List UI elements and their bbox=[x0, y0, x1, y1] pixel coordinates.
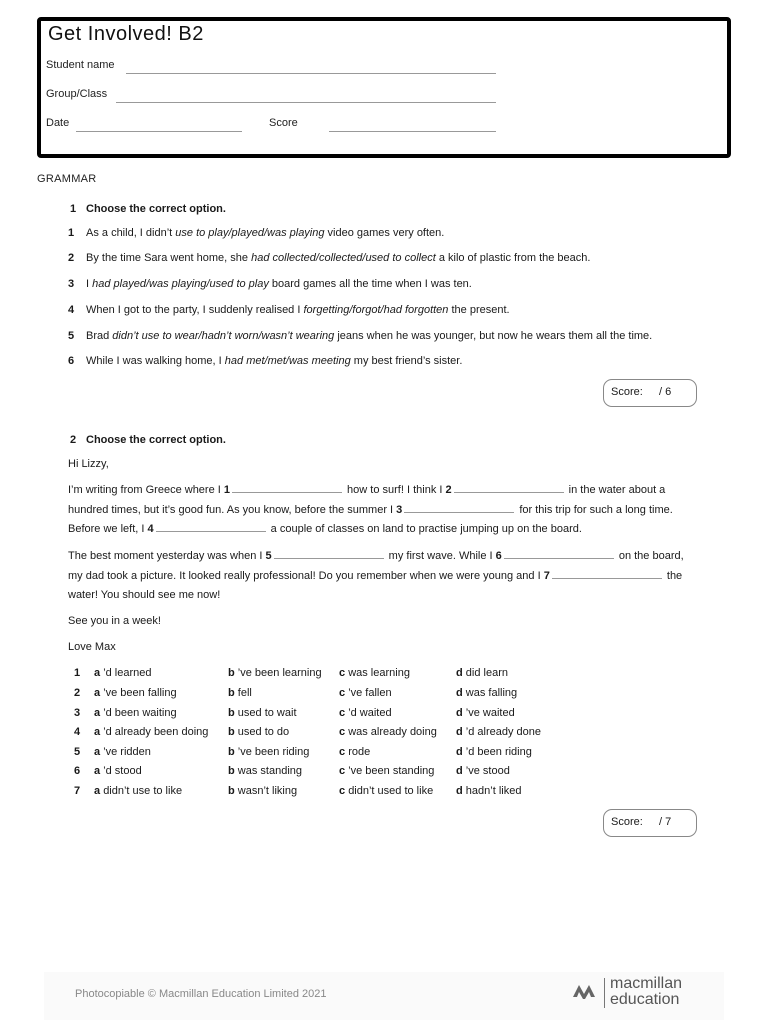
option-text: ’ve waited bbox=[465, 707, 515, 719]
option-c[interactable] bbox=[339, 765, 434, 777]
option-text: was learning bbox=[348, 667, 410, 679]
option-text: did learn bbox=[465, 667, 508, 679]
option-a[interactable] bbox=[94, 687, 177, 699]
letter-closing-2: Love Max bbox=[68, 641, 116, 653]
question-text: board games all the time when I was ten. bbox=[268, 278, 472, 290]
score-label: Score bbox=[269, 117, 298, 129]
option-d[interactable] bbox=[456, 765, 510, 777]
option-text: ’ve ridden bbox=[103, 746, 151, 758]
option-d[interactable] bbox=[456, 785, 521, 797]
option-a[interactable] bbox=[94, 785, 182, 797]
option-row-number: 1 bbox=[74, 667, 81, 679]
option-letter: b bbox=[228, 726, 235, 738]
question-text: By the time Sara went home, she bbox=[86, 252, 252, 264]
header-box bbox=[37, 17, 731, 158]
answer-options[interactable]: didn’t use to wear/hadn’t worn/wasn’t wearing bbox=[112, 330, 335, 342]
question-text: jeans when he was younger, but now he wears them all the time. bbox=[334, 330, 653, 342]
question-row bbox=[68, 330, 652, 342]
option-text: ’d learned bbox=[103, 667, 152, 679]
option-row-number: 4 bbox=[74, 726, 81, 738]
option-letter: b bbox=[228, 667, 235, 679]
answer-options[interactable]: had played/was playing/used to play bbox=[92, 278, 269, 290]
question-number: 5 bbox=[68, 330, 75, 342]
question-number: 3 bbox=[68, 278, 75, 290]
date-field[interactable] bbox=[76, 131, 242, 132]
option-letter: d bbox=[456, 765, 463, 777]
option-a[interactable] bbox=[94, 667, 152, 679]
exercise-2-score-box bbox=[603, 809, 697, 837]
section-label: GRAMMAR bbox=[37, 173, 97, 185]
gap-7-blank[interactable] bbox=[552, 567, 662, 579]
question-row bbox=[68, 227, 444, 239]
gap-number: 4 bbox=[147, 523, 154, 535]
answer-options[interactable]: had collected/collected/used to collect bbox=[251, 252, 436, 264]
option-letter: a bbox=[94, 785, 101, 797]
option-a[interactable] bbox=[94, 746, 151, 758]
option-c[interactable] bbox=[339, 726, 437, 738]
option-letter: c bbox=[339, 746, 346, 758]
question-text: the present. bbox=[448, 304, 510, 316]
option-letter: b bbox=[228, 765, 235, 777]
option-text: ’d been waiting bbox=[103, 707, 177, 719]
exercise-1-score-box bbox=[603, 379, 697, 407]
option-text: ’d waited bbox=[348, 707, 392, 719]
option-text: ’ve stood bbox=[465, 765, 510, 777]
gap-2-blank[interactable] bbox=[454, 481, 564, 493]
group-class-label: Group/Class bbox=[46, 88, 108, 100]
option-text: rode bbox=[348, 746, 371, 758]
gap-number: 2 bbox=[445, 484, 452, 496]
option-b[interactable] bbox=[228, 707, 297, 719]
option-a[interactable] bbox=[94, 765, 142, 777]
question-text: a kilo of plastic from the beach. bbox=[435, 252, 591, 264]
option-letter: a bbox=[94, 765, 101, 777]
option-text: ’ve been learning bbox=[237, 667, 322, 679]
paragraph-text: a couple of classes on land to practise jumping up on the board. bbox=[267, 523, 582, 535]
option-row-number: 2 bbox=[74, 687, 81, 699]
option-a[interactable] bbox=[94, 726, 208, 738]
gap-1-blank[interactable] bbox=[232, 481, 342, 493]
gap-number: 3 bbox=[396, 503, 403, 516]
option-text: ’d stood bbox=[103, 765, 142, 777]
exercise-2-heading bbox=[70, 434, 226, 446]
paragraph-text: on the board, my dad took a picture. It looked really professional! Do you remember when we were young and I bbox=[68, 550, 684, 582]
option-text: was already doing bbox=[348, 726, 437, 738]
option-c[interactable] bbox=[339, 687, 392, 699]
gap-6-blank[interactable] bbox=[504, 547, 614, 559]
letter-paragraph-2 bbox=[68, 547, 692, 606]
gap-number: 6 bbox=[495, 550, 502, 562]
option-letter: c bbox=[339, 765, 346, 777]
option-b[interactable] bbox=[228, 687, 252, 699]
option-b[interactable] bbox=[228, 785, 297, 797]
option-text: ’d already been doing bbox=[103, 726, 209, 738]
option-letter: b bbox=[228, 707, 235, 719]
question-text: Brad bbox=[86, 330, 113, 342]
gap-3-blank[interactable] bbox=[404, 501, 514, 513]
option-c[interactable] bbox=[339, 785, 433, 797]
footer bbox=[44, 972, 724, 1020]
score-total: / 7 bbox=[659, 816, 672, 828]
student-name-label: Student name bbox=[46, 59, 115, 71]
worksheet-title: Get Involved! B2 bbox=[48, 23, 204, 45]
option-letter: a bbox=[94, 667, 101, 679]
question-row bbox=[68, 355, 462, 367]
option-d[interactable] bbox=[456, 746, 532, 758]
question-text: As a child, I didn’t bbox=[86, 227, 176, 239]
option-row-number: 6 bbox=[74, 765, 81, 777]
exercise-1-heading bbox=[70, 203, 226, 215]
option-text: wasn’t liking bbox=[237, 785, 298, 797]
macmillan-logo bbox=[572, 976, 702, 1012]
question-number: 6 bbox=[68, 355, 75, 367]
logo-text bbox=[610, 976, 682, 1008]
option-letter: a bbox=[94, 707, 101, 719]
option-text: ’ve been falling bbox=[103, 687, 177, 699]
option-text: ’d already done bbox=[465, 726, 542, 738]
option-letter: b bbox=[228, 687, 235, 699]
letter-paragraph-1 bbox=[68, 481, 692, 540]
gap-number: 7 bbox=[543, 569, 550, 582]
option-text: hadn’t liked bbox=[465, 785, 522, 797]
score-total: / 6 bbox=[659, 386, 672, 398]
logo-divider bbox=[604, 978, 605, 1008]
option-b[interactable] bbox=[228, 746, 309, 758]
exercise-number: 1 bbox=[70, 203, 77, 215]
option-letter: d bbox=[456, 785, 463, 797]
option-letter: a bbox=[94, 687, 101, 699]
letter-greeting: Hi Lizzy, bbox=[68, 458, 109, 470]
answer-options[interactable]: forgetting/forgot/had forgotten bbox=[303, 304, 449, 316]
answer-options[interactable]: use to play/played/was playing bbox=[175, 227, 325, 239]
option-text: used to wait bbox=[237, 707, 297, 719]
option-row-number: 7 bbox=[74, 785, 81, 797]
gap-number: 5 bbox=[265, 550, 272, 562]
option-c[interactable] bbox=[339, 707, 392, 719]
option-letter: a bbox=[94, 726, 101, 738]
option-b[interactable] bbox=[228, 726, 289, 738]
paragraph-text: I’m writing from Greece where I bbox=[68, 484, 224, 496]
question-text: my best friend’s sister. bbox=[350, 355, 463, 367]
option-letter: d bbox=[456, 667, 463, 679]
option-letter: c bbox=[339, 667, 346, 679]
question-row bbox=[68, 304, 510, 316]
option-b[interactable] bbox=[228, 765, 302, 777]
option-text: ’d been riding bbox=[465, 746, 532, 758]
answer-options[interactable]: had met/met/was meeting bbox=[224, 355, 351, 367]
option-letter: c bbox=[339, 687, 346, 699]
logo-line-1: macmillan bbox=[610, 975, 683, 992]
option-text: didn’t use to like bbox=[103, 785, 183, 797]
option-letter: a bbox=[94, 746, 101, 758]
option-letter: c bbox=[339, 726, 346, 738]
option-letter: d bbox=[456, 687, 463, 699]
option-row-number: 3 bbox=[74, 707, 81, 719]
copyright-notice: Photocopiable © Macmillan Education Limited 2021 bbox=[75, 988, 327, 1000]
option-row-number: 5 bbox=[74, 746, 81, 758]
option-d[interactable] bbox=[456, 707, 515, 719]
date-label: Date bbox=[46, 117, 70, 129]
letter-closing-1: See you in a week! bbox=[68, 615, 161, 627]
question-text: I bbox=[86, 278, 93, 290]
paragraph-text: my first wave. While I bbox=[385, 550, 496, 562]
option-letter: d bbox=[456, 726, 463, 738]
paragraph-text: in the water about a hundred times, but it’s good fun. As you know, before the summer I bbox=[68, 484, 666, 516]
question-text: While I was walking home, I bbox=[86, 355, 225, 367]
option-text: didn’t used to like bbox=[348, 785, 434, 797]
logo-line-2: education bbox=[610, 991, 680, 1008]
student-name-field[interactable] bbox=[126, 73, 496, 74]
option-text: fell bbox=[237, 687, 252, 699]
question-row bbox=[68, 252, 590, 264]
option-text: used to do bbox=[237, 726, 290, 738]
option-d[interactable] bbox=[456, 667, 508, 679]
score-label: Score: bbox=[611, 816, 643, 828]
macmillan-logo-icon bbox=[572, 980, 598, 1002]
score-field[interactable] bbox=[329, 131, 496, 132]
option-letter: c bbox=[339, 785, 346, 797]
paragraph-text: how to surf! I think I bbox=[344, 484, 446, 496]
option-letter: c bbox=[339, 707, 346, 719]
option-b[interactable] bbox=[228, 667, 322, 679]
gap-5-blank[interactable] bbox=[274, 547, 384, 559]
option-text: was falling bbox=[465, 687, 518, 699]
question-row bbox=[68, 278, 472, 290]
option-text: was standing bbox=[237, 765, 303, 777]
option-letter: b bbox=[228, 785, 235, 797]
option-d[interactable] bbox=[456, 726, 541, 738]
option-text: ’ve been standing bbox=[348, 765, 435, 777]
exercise-number: 2 bbox=[70, 434, 77, 446]
option-d[interactable] bbox=[456, 687, 517, 699]
option-letter: d bbox=[456, 707, 463, 719]
option-text: ’ve fallen bbox=[348, 687, 392, 699]
option-text: ’ve been riding bbox=[237, 746, 310, 758]
question-number: 1 bbox=[68, 227, 75, 239]
question-number: 4 bbox=[68, 304, 75, 316]
exercise-instruction: Choose the correct option. bbox=[86, 203, 226, 215]
option-letter: b bbox=[228, 746, 235, 758]
gap-4-blank[interactable] bbox=[156, 520, 266, 532]
paragraph-text: the water! You should see me now! bbox=[68, 569, 683, 601]
option-c[interactable] bbox=[339, 746, 370, 758]
group-class-field[interactable] bbox=[116, 102, 496, 103]
question-text: When I got to the party, I suddenly realised I bbox=[86, 304, 304, 316]
exercise-instruction: Choose the correct option. bbox=[86, 434, 226, 446]
paragraph-text: for this trip for such a long time. Before we left, I bbox=[68, 503, 673, 535]
gap-number: 1 bbox=[223, 484, 230, 496]
option-letter: d bbox=[456, 746, 463, 758]
score-label: Score: bbox=[611, 386, 643, 398]
paragraph-text: The best moment yesterday was when I bbox=[68, 550, 266, 562]
option-a[interactable] bbox=[94, 707, 177, 719]
question-text: video games very often. bbox=[324, 227, 445, 239]
question-number: 2 bbox=[68, 252, 75, 264]
option-c[interactable] bbox=[339, 667, 410, 679]
